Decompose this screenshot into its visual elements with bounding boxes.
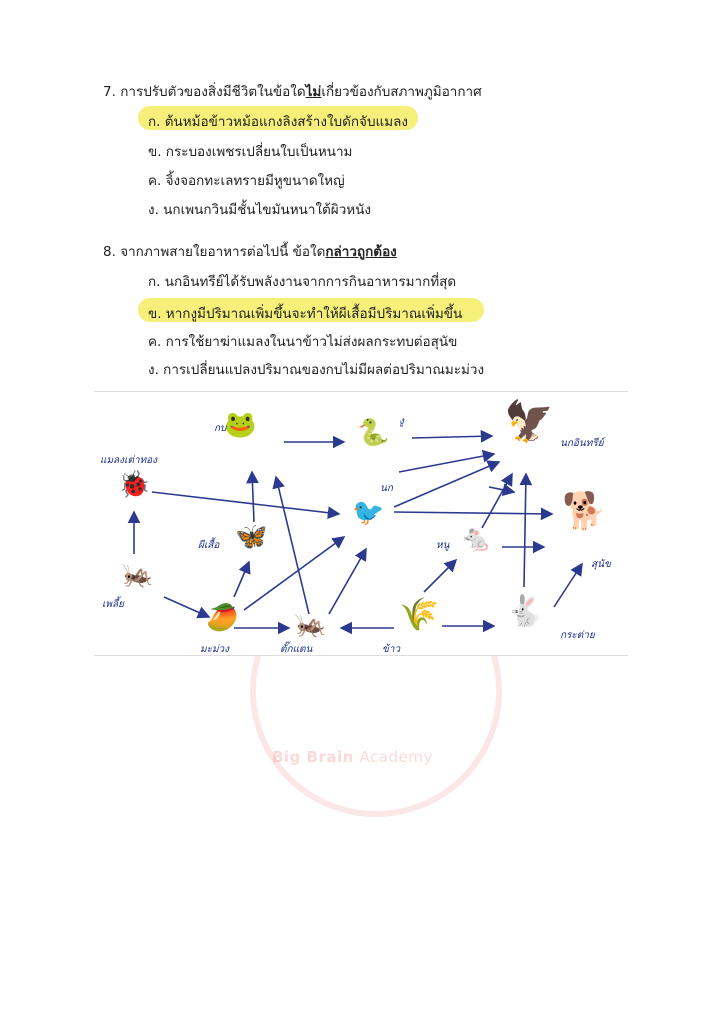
label-eagle: นกอินทรีย์ (560, 438, 604, 449)
grasshopper-icon: 🦗 (294, 610, 327, 640)
label-frog: กบ (214, 423, 227, 434)
question-7: 7. การปรับตัวของสิ่งมีชีวิตในข้อใดไม่เกี่ยวข้องกับสภาพภูมิอากาศ (103, 84, 482, 100)
rice-icon: 🌾 (399, 595, 439, 633)
q8-option-b[interactable]: ข. หากงูมีปริมาณเพิ่มขึ้นจะทำให้ผีเสื้อมีปริมาณเพิ่มขึ้น (148, 306, 463, 322)
q7-option-d[interactable]: ง. นกเพนกวินมีชั้นไขมันหนาใต้ผิวหนัง (148, 202, 372, 218)
label-rice: ข้าว (382, 644, 401, 655)
butterfly-icon: 🦋 (235, 522, 268, 552)
q7-option-c[interactable]: ค. จิ้งจอกทะเลทรายมีหูขนาดใหญ่ (148, 173, 345, 189)
label-mango: มะม่วง (200, 644, 230, 655)
q7-option-b[interactable]: ข. กระบองเพชรเปลี่ยนใบเป็นหนาม (148, 144, 353, 160)
mouse-icon: 🐁 (460, 524, 493, 554)
aphid-icon: 🦗 (121, 560, 154, 590)
ladybug-icon: 🐞 (118, 470, 151, 500)
q8-option-c[interactable]: ค. การใช้ยาฆ่าแมลงในนาข้าวไม่ส่งผลกระทบต่อสุนัข (148, 334, 458, 350)
dog-icon: 🐕 (562, 491, 607, 532)
q8-option-a[interactable]: ก. นกอินทรีย์ได้รับพลังงานจากการกินอาหารมากที่สุด (148, 274, 457, 290)
label-rabbit: กระต่าย (560, 630, 595, 641)
eagle-icon: 🦅 (504, 399, 554, 445)
label-ladybug: แมลงเต่าทอง (100, 455, 158, 466)
label-dog: สุนัข (591, 559, 611, 570)
rabbit-icon: 🐇 (506, 594, 544, 629)
food-web-diagram (94, 391, 628, 656)
question-8: 8. จากภาพสายใยอาหารต่อไปนี้ ข้อใดกล่าวถูกต้อง (103, 244, 397, 260)
snake-icon: 🐍 (357, 418, 390, 448)
label-grasshopper: ตั๊กแตน (280, 644, 313, 655)
q8-option-d[interactable]: ง. การเปลี่ยนแปลงปริมาณของกบไม่มีผลต่อปริมาณมะม่วง (148, 362, 485, 378)
watermark-text: Big Brain Academy (272, 748, 433, 766)
label-mouse: หนู (436, 540, 450, 551)
label-aphid: เพลี้ย (102, 599, 124, 610)
mango-icon: 🥭 (206, 603, 239, 633)
frog-icon: 🐸 (224, 410, 257, 440)
label-snake: งู (399, 416, 404, 427)
q7-option-a[interactable]: ก. ต้นหม้อข้าวหม้อแกงลิงสร้างใบดักจับแมลง (148, 114, 408, 130)
label-butterfly: ผีเสื้อ (198, 540, 220, 551)
bird-icon: 🐦 (352, 498, 385, 528)
label-bird: นก (380, 483, 393, 494)
